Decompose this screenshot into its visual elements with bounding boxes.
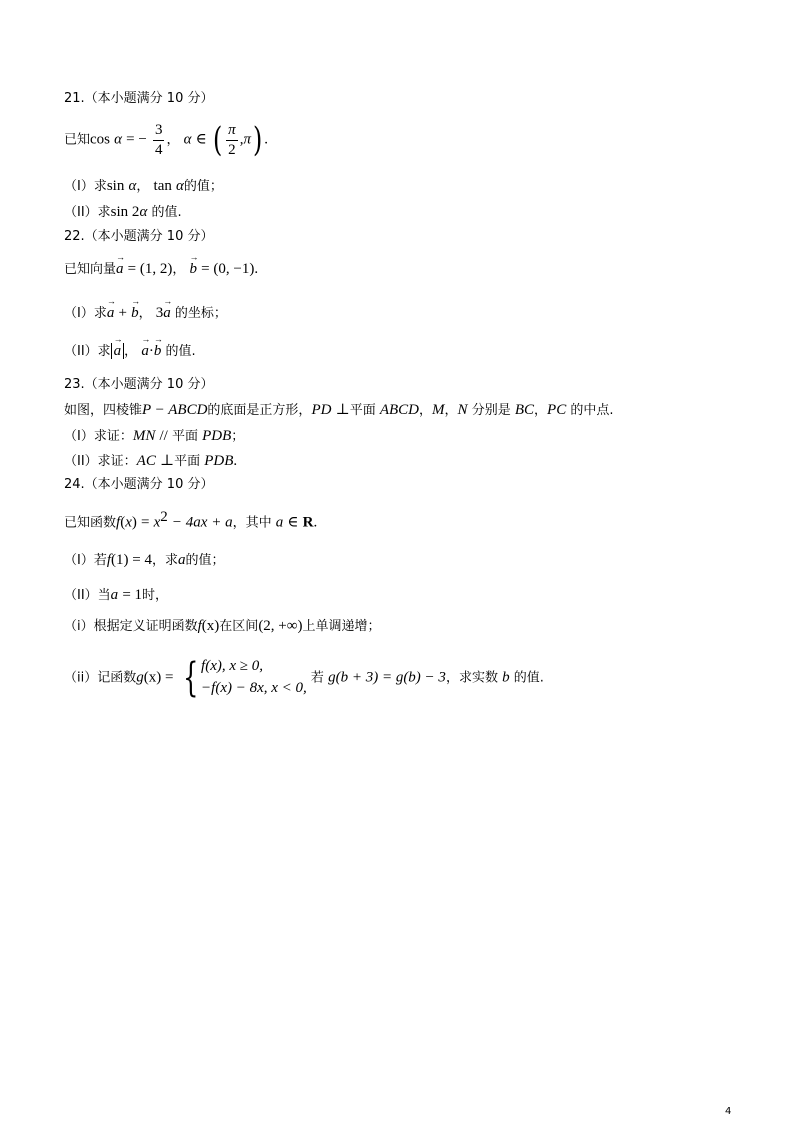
var-a: a: [275, 514, 284, 531]
stem-text: 如图，四棱锥: [64, 403, 143, 418]
frac-den: 4: [154, 141, 163, 158]
vector-a: → a: [107, 306, 115, 321]
func-arg: (x) =: [143, 669, 174, 686]
alpha-symbol: α: [139, 204, 148, 220]
case-1: f(x), x ≥ 0,: [201, 658, 263, 674]
part-tail: 的值.: [165, 344, 196, 359]
alpha-symbol: α: [183, 131, 192, 148]
vector-b-value: = (0, −1): [201, 261, 255, 277]
perp-symbol: ⊥: [335, 402, 350, 418]
q23-header: 23.（本小题满分 10 分）: [64, 377, 214, 392]
left-paren: (: [212, 120, 223, 160]
part-tail: 的值；: [185, 553, 225, 568]
q23-part1: [64, 429, 244, 444]
q21-header: 21.（本小题满分 10 分）: [64, 91, 214, 106]
alpha-symbol: α: [176, 178, 184, 194]
func-g: g: [136, 669, 144, 686]
stem-text: 在区间: [219, 619, 259, 634]
fraction-pi-2: [226, 122, 238, 158]
equals-sign: =: [141, 514, 150, 531]
vector-a: → a: [141, 344, 149, 359]
func-f: f: [106, 552, 112, 568]
func-f: f: [197, 618, 202, 634]
vector-b: → b: [131, 306, 139, 321]
plane-pdb: PDB: [202, 428, 232, 444]
comma: ，: [172, 262, 186, 277]
vector-a: → a: [163, 306, 171, 321]
segment-pc: PC: [547, 402, 567, 418]
frac-num: 3: [153, 122, 165, 141]
q22-stem-prefix: 已知向量: [64, 262, 117, 277]
var-a: a: [110, 587, 119, 603]
q24-part2-i: [64, 619, 380, 634]
stem-text: 若: [310, 670, 324, 686]
part-end: .: [233, 453, 238, 469]
q21-part2: [64, 205, 182, 220]
part-label: （II）当: [64, 588, 111, 603]
condition: = 1: [122, 587, 143, 603]
q24-part2-ii: [64, 656, 544, 700]
segment-pd: PD: [311, 402, 332, 418]
func-f: f: [116, 514, 121, 531]
vector-b: → b: [190, 262, 198, 277]
q24-header: 24.（本小题满分 10 分）: [64, 477, 214, 492]
part-label: （II）求: [64, 205, 111, 220]
q22-header: 22.（本小题满分 10 分）: [64, 229, 214, 244]
func-arg: (x): [201, 618, 220, 634]
period: .: [254, 261, 259, 277]
part-tail: 的值；: [183, 179, 223, 194]
part-tail: 的值.: [513, 670, 544, 686]
condition: (1) = 4: [111, 552, 152, 568]
q23-stem: [64, 403, 614, 418]
vector-a: → a: [116, 262, 124, 277]
q24-part2: [64, 588, 168, 603]
stem-text: ，: [419, 403, 433, 418]
comma: ，: [166, 132, 180, 148]
condition: g(b + 3) = g(b) − 3: [328, 669, 446, 686]
part-tail: 上单调递增；: [302, 619, 381, 634]
page-number: 4: [725, 1106, 732, 1117]
stem-text: ，其中: [232, 515, 272, 531]
part-label: （II）求证：: [64, 454, 137, 469]
plane-word: 平面: [174, 454, 201, 469]
period: .: [264, 131, 268, 148]
element-of-symbol: ∈: [287, 514, 299, 531]
q23-part2: [64, 454, 237, 469]
part-label: （I）若: [64, 553, 107, 568]
var-b: b: [502, 669, 510, 686]
part-label: （I）求证：: [64, 429, 133, 444]
q22-stem: [64, 262, 258, 277]
fraction-3-4: [153, 122, 165, 158]
alpha-symbol: α: [128, 178, 137, 194]
stem-text: 的中点.: [570, 403, 614, 418]
stem-text: ，: [534, 403, 548, 418]
sin-text: sin: [106, 178, 125, 194]
vector-a-value: = (1, 2): [127, 261, 173, 277]
period: .: [313, 514, 318, 531]
perp-symbol: ⊥: [159, 453, 175, 469]
part-end: ；: [231, 429, 245, 444]
abs-vector-a: [111, 343, 125, 359]
plane-abcd: ABCD: [379, 402, 420, 418]
q21-part1: （I）求sin α， tan α的值；: [64, 178, 223, 194]
plane-word: 平面: [171, 429, 198, 444]
vector-a: → a: [114, 344, 122, 359]
stem-text: 已知函数: [64, 515, 117, 531]
pi-symbol: π: [243, 131, 251, 148]
part-tail: 的坐标；: [174, 306, 227, 321]
piecewise-cases: [201, 656, 307, 700]
case-2: −f(x) − 8x, x < 0,: [201, 679, 307, 696]
part-label: （II）求: [64, 344, 111, 359]
part-label: （I）求: [64, 306, 107, 321]
stem-text: 的底面是正方形，: [207, 403, 312, 418]
q24-stem: 已知函数$f(x) = x^2 - 4ax + a$，其中 a ∈ R.: [64, 509, 318, 531]
stem-text: ，: [444, 403, 458, 418]
interval: (2, +∞): [258, 618, 303, 634]
cos-text: cos: [90, 131, 111, 148]
stem-text: ，求实数: [445, 670, 498, 686]
point-m: M: [432, 402, 445, 418]
frac-num: π: [226, 122, 238, 141]
q24-part1: [64, 553, 225, 568]
sin2-text: sin 2: [110, 204, 140, 220]
var-x: x: [125, 514, 132, 531]
stem-text: ，求: [151, 553, 178, 568]
coefficient-3: 3: [155, 305, 164, 321]
point-n: N: [457, 402, 468, 418]
var-x: x: [153, 514, 161, 531]
pyramid-name: P − ABCD: [142, 402, 208, 418]
segment-ac: AC: [136, 453, 156, 469]
reals-symbol: R: [302, 514, 314, 531]
expression-tail: − 4ax + a: [171, 514, 233, 531]
dot-operator: ·: [148, 343, 154, 359]
exponent-2: 2: [160, 509, 168, 525]
plus-sign: +: [118, 305, 127, 321]
part-tail: 时，: [142, 588, 169, 603]
part-tail: 的值.: [151, 205, 182, 220]
element-of-symbol: ∈: [195, 131, 207, 148]
stem-text: 分别是: [471, 403, 511, 418]
frac-den: 2: [228, 141, 236, 158]
q21-stem: [64, 122, 268, 158]
segment-mn: MN: [132, 428, 156, 444]
part-label: （I）求: [64, 179, 107, 194]
left-brace: {: [182, 654, 198, 701]
segment-bc: BC: [514, 402, 535, 418]
q22-part1: [64, 306, 227, 321]
eq-neg: = −: [126, 131, 147, 148]
comma: ，: [138, 306, 152, 321]
var-a: a: [177, 552, 186, 568]
plane-pdb: PDB: [204, 453, 234, 469]
alpha-symbol: α: [114, 131, 123, 148]
separator: ,: [239, 131, 244, 148]
parallel-symbol: //: [159, 428, 168, 444]
q22-part2: [64, 344, 196, 359]
comma: ，: [124, 344, 138, 359]
part-label: （ii）记函数: [64, 670, 137, 686]
part-label: （i）根据定义证明函数: [64, 619, 198, 634]
vector-b: → b: [154, 344, 162, 359]
q21-stem-prefix: 已知: [64, 132, 91, 148]
tan-text: tan: [153, 178, 172, 194]
stem-text: 平面: [349, 403, 376, 418]
right-paren: ): [252, 120, 263, 160]
